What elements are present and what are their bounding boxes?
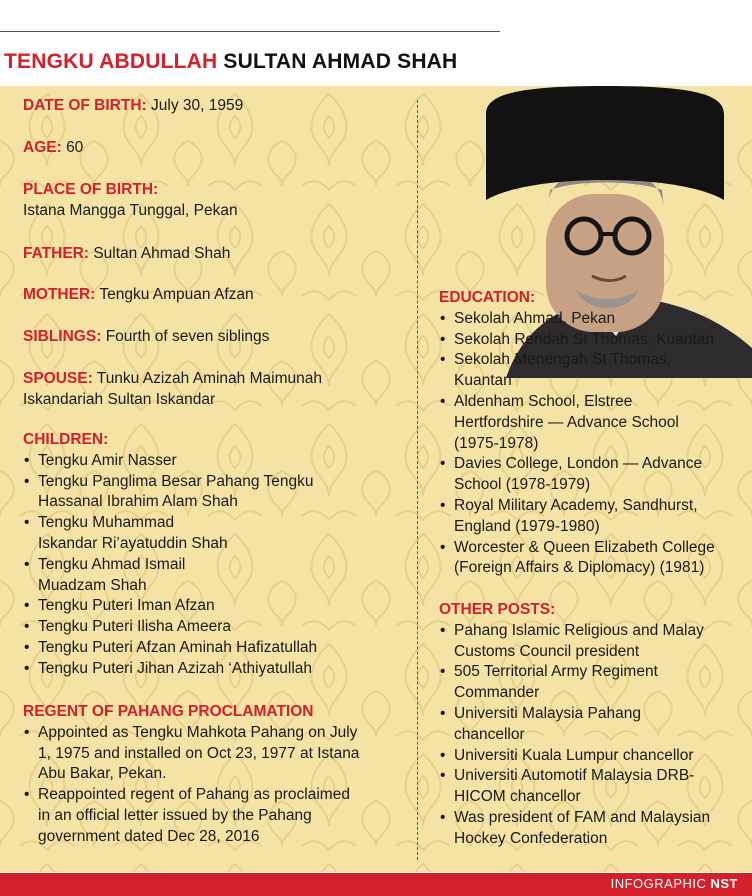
education-item-line: • Sekolah Menengah St Thomas,: [454, 351, 671, 369]
education-item-line: • Aldenham School, Elstree: [454, 392, 633, 410]
child-item-line: • Tengku Puteri Jihan Azizah ‘Athiyatullah: [38, 659, 312, 677]
post-item-line: Commander: [454, 684, 540, 702]
education-item-line: • Sekolah Ahmad, Pekan: [454, 309, 616, 327]
child-item: [23, 513, 415, 555]
father-row: [23, 244, 415, 265]
column-divider: [417, 100, 418, 860]
page-title: [4, 50, 457, 80]
siblings-label: SIBLINGS:: [23, 328, 102, 345]
regent-item-line: government dated Dec 28, 2016: [38, 827, 260, 845]
education-item-line: • Royal Military Academy, Sandhurst,: [454, 496, 698, 514]
child-item: [23, 638, 415, 659]
child-item-line: • Tengku Puteri Iman Afzan: [38, 597, 215, 615]
siblings-row: [23, 327, 415, 348]
post-item-line: • Universiti Automotif Malaysia DRB-: [454, 767, 695, 785]
age-row: [23, 138, 415, 159]
child-item-line: Hassanal Ibrahim Alam Shah: [38, 493, 238, 511]
child-item: [23, 596, 415, 617]
education-item-line: (1975-1978): [454, 434, 539, 452]
education-list: [439, 309, 749, 579]
siblings-value: Fourth of seven siblings: [105, 328, 270, 345]
post-item: [439, 766, 749, 808]
education-item: [439, 330, 749, 351]
child-item: [23, 555, 415, 597]
post-item: [439, 621, 749, 663]
spouse-value-line1: Tunku Azizah Aminah Maimunah: [96, 370, 322, 387]
pob-row: [23, 180, 415, 222]
mother-label: MOTHER:: [23, 286, 96, 303]
mother-value: Tengku Ampuan Afzan: [99, 286, 254, 303]
mother-row: [23, 285, 415, 306]
child-item: [23, 472, 415, 514]
education-item: [439, 454, 749, 496]
education-item: [439, 496, 749, 538]
children-label: CHILDREN:: [23, 431, 109, 448]
father-label: FATHER:: [23, 245, 90, 262]
regent-section: [23, 702, 415, 848]
regent-item: [23, 723, 415, 785]
post-item-line: chancellor: [454, 725, 525, 743]
education-item: [439, 309, 749, 330]
child-item: [23, 617, 415, 638]
post-item-line: • Was president of FAM and Malaysian: [454, 808, 711, 826]
post-item-line: • 505 Territorial Army Regiment: [454, 663, 658, 681]
post-item: [439, 704, 749, 746]
education-item: [439, 538, 749, 580]
child-item: [23, 659, 415, 680]
regent-list: [23, 723, 415, 848]
child-item-line: • Tengku Muhammad: [38, 514, 175, 532]
regent-label: REGENT OF PAHANG PROCLAMATION: [23, 703, 314, 720]
regent-item-line: Abu Bakar, Pekan.: [38, 765, 167, 783]
regent-item-line: • Appointed as Tengku Mahkota Pahang on July: [38, 723, 358, 741]
children-list: [23, 451, 415, 680]
education-item-line: • Worcester & Queen Elizabeth College: [454, 538, 715, 556]
dob-label: DATE OF BIRTH:: [23, 97, 147, 114]
child-item-line: • Tengku Amir Nasser: [38, 451, 177, 469]
father-value: Sultan Ahmad Shah: [93, 245, 231, 262]
education-item-line: England (1979-1980): [454, 517, 600, 535]
children-section: [23, 430, 415, 680]
age-value: 60: [66, 139, 84, 156]
education-item-line: Hertfordshire — Advance School: [454, 413, 679, 431]
dob-value: July 30, 1959: [151, 97, 244, 114]
post-item-line: Customs Council president: [454, 642, 640, 660]
credit-brand: NST: [710, 876, 738, 891]
post-item: [439, 746, 749, 767]
spouse-row: [23, 369, 415, 411]
child-item-line: • Tengku Puteri Ilisha Ameera: [38, 618, 231, 636]
education-item-line: • Sekolah Rendah St Thomas, Kuantan: [454, 330, 714, 348]
child-item: [23, 451, 415, 472]
post-item: [439, 662, 749, 704]
regent-item-line: in an official letter issued by the Pahang: [38, 806, 312, 824]
post-item-line: • Universiti Kuala Lumpur chancellor: [454, 746, 694, 764]
regent-item-line: • Reappointed regent of Pahang as proclaimed: [38, 786, 350, 804]
education-item-line: (Foreign Affairs & Diplomacy) (1981): [454, 559, 705, 577]
post-item-line: • Pahang Islamic Religious and Malay: [454, 621, 704, 639]
education-item: [439, 350, 749, 392]
child-item-line: Muadzam Shah: [38, 576, 147, 594]
spouse-value-line2: Iskandariah Sultan Iskandar: [23, 390, 216, 408]
education-item-line: School (1978-1979): [454, 476, 591, 494]
child-item-line: • Tengku Ahmad Ismail: [38, 555, 186, 573]
title-name: TENGKU ABDULLAH: [4, 50, 218, 73]
education-item-line: • Davies College, London — Advance: [454, 455, 703, 473]
education-label: EDUCATION:: [439, 289, 536, 306]
spouse-label: SPOUSE:: [23, 370, 93, 387]
other-posts-list: [439, 621, 749, 850]
post-item: [439, 808, 749, 850]
regent-item: [23, 785, 415, 847]
post-item-line: Hockey Confederation: [454, 829, 608, 847]
education-item-line: Kuantan: [454, 372, 512, 390]
post-item-line: • Universiti Malaysia Pahang: [454, 704, 641, 722]
age-label: AGE:: [23, 139, 62, 156]
footer-bar: [0, 873, 752, 896]
other-posts-section: [439, 600, 749, 850]
child-item-line: Iskandar Ri’ayatuddin Shah: [38, 534, 228, 552]
education-item: [439, 392, 749, 454]
education-section: [439, 288, 749, 579]
infographic-credit: [611, 876, 738, 891]
title-lineage: SULTAN AHMAD SHAH: [223, 50, 458, 73]
credit-prefix: INFOGRAPHIC: [610, 876, 711, 891]
post-item-line: HICOM chancellor: [454, 788, 581, 806]
child-item-line: • Tengku Puteri Afzan Aminah Hafizatullah: [38, 638, 318, 656]
top-rule: [0, 31, 500, 32]
pob-label: PLACE OF BIRTH:: [23, 181, 159, 198]
regent-item-line: 1, 1975 and installed on Oct 23, 1977 at Istana: [38, 744, 360, 762]
child-item-line: • Tengku Panglima Besar Pahang Tengku: [38, 472, 314, 490]
other-posts-label: OTHER POSTS:: [439, 601, 556, 618]
pob-value: Istana Mangga Tunggal, Pekan: [23, 201, 238, 219]
dob-row: [23, 96, 415, 117]
